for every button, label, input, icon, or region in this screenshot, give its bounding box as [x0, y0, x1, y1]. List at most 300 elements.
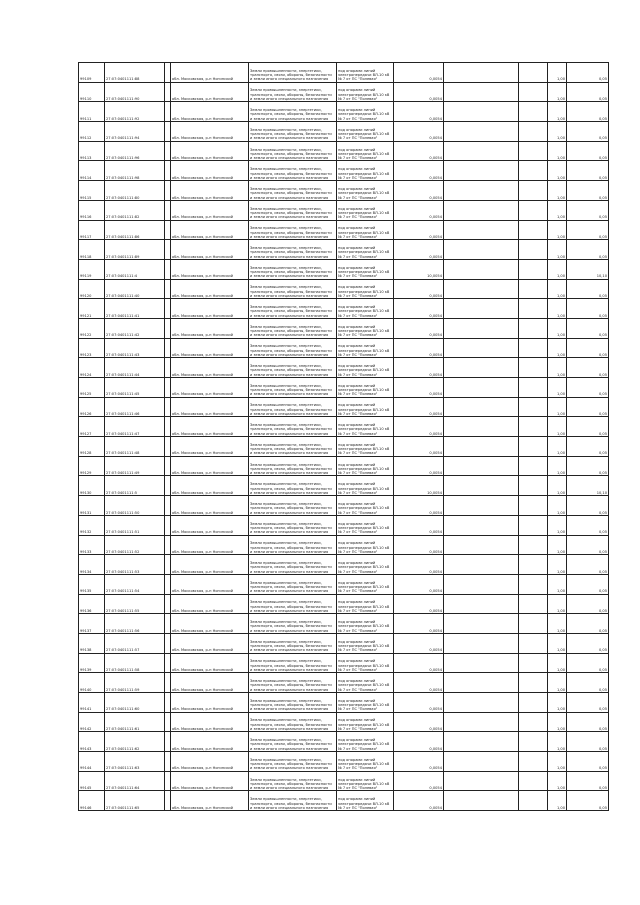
- cell-code: 99110: [79, 82, 105, 102]
- cell-coefficient: 1,00: [548, 63, 567, 83]
- cell-coefficient: 1,00: [548, 456, 567, 476]
- cell-address: обл. Московская, р-н Ногинский: [171, 417, 249, 437]
- cell-coefficient: 1,00: [548, 299, 567, 319]
- cell-empty: [444, 161, 519, 181]
- cell-code: 99146: [79, 791, 105, 811]
- cell-land-category: Земли промышленности, энергетики, транспорта, связи, обороны, безопасности и земли иного специального назначения: [249, 161, 337, 181]
- cell-cadastral-number: 27:07:0401111:92: [105, 102, 165, 122]
- cell-permitted-use: под опорами линий электропередачи ВЛ-10 кВ № 7 от ПС "Полевая": [337, 752, 394, 772]
- cell-cadastral-number: 27:07:0401111:58: [105, 653, 165, 673]
- cell-area: 0,0054: [394, 141, 444, 161]
- cell-sum: 10,10: [567, 259, 609, 279]
- cell-sum: 0,05: [567, 240, 609, 260]
- cell-land-category: Земли промышленности, энергетики, транспорта, связи, обороны, безопасности и земли иного специального назначения: [249, 102, 337, 122]
- cell-empty: [519, 318, 548, 338]
- cell-coefficient: 1,00: [548, 555, 567, 575]
- cell-empty: [444, 102, 519, 122]
- cell-code: 99144: [79, 752, 105, 772]
- cell-sum: 0,05: [567, 791, 609, 811]
- cell-empty: [444, 712, 519, 732]
- cell-address: обл. Московская, р-н Ногинский: [171, 574, 249, 594]
- cell-code: 99124: [79, 358, 105, 378]
- cell-empty: [519, 535, 548, 555]
- cell-code: 99130: [79, 476, 105, 496]
- cell-coefficient: 1,00: [548, 161, 567, 181]
- cell-code: 99114: [79, 161, 105, 181]
- cell-address: обл. Московская, р-н Ногинский: [171, 771, 249, 791]
- cell-empty: [519, 181, 548, 201]
- cell-sum: 0,05: [567, 515, 609, 535]
- cell-coefficient: 1,00: [548, 181, 567, 201]
- cell-coefficient: 1,00: [548, 594, 567, 614]
- cell-empty: [519, 712, 548, 732]
- cell-coefficient: 1,00: [548, 614, 567, 634]
- cell-permitted-use: под опорами линий электропередачи ВЛ-10 кВ № 7 от ПС "Полевая": [337, 102, 394, 122]
- cell-area: 0,0054: [394, 594, 444, 614]
- table-row: [79, 102, 609, 122]
- cell-address: обл. Московская, р-н Ногинский: [171, 318, 249, 338]
- cell-address: обл. Московская, р-н Ногинский: [171, 673, 249, 693]
- cell-land-category: Земли промышленности, энергетики, транспорта, связи, обороны, безопасности и земли иного специального назначения: [249, 673, 337, 693]
- cell-code: 99123: [79, 338, 105, 358]
- cell-address: обл. Московская, р-н Ногинский: [171, 63, 249, 83]
- cell-land-category: Земли промышленности, энергетики, транспорта, связи, обороны, безопасности и земли иного специального назначения: [249, 397, 337, 417]
- cell-sum: 0,05: [567, 535, 609, 555]
- cell-empty: [519, 279, 548, 299]
- cell-area: 0,0054: [394, 397, 444, 417]
- cell-empty: [519, 200, 548, 220]
- table-row: [79, 673, 609, 693]
- cell-code: 99116: [79, 200, 105, 220]
- cell-permitted-use: под опорами линий электропередачи ВЛ-10 кВ № 7 от ПС "Полевая": [337, 555, 394, 575]
- cell-address: обл. Московская, р-н Ногинский: [171, 299, 249, 319]
- cell-empty: [444, 614, 519, 634]
- cell-area: 0,0054: [394, 535, 444, 555]
- cell-cadastral-number: 27:07:0401111:80: [105, 181, 165, 201]
- cell-code: 99109: [79, 63, 105, 83]
- cell-empty: [444, 515, 519, 535]
- cell-address: обл. Московская, р-н Ногинский: [171, 752, 249, 772]
- cell-sum: 0,05: [567, 279, 609, 299]
- cell-permitted-use: под опорами линий электропередачи ВЛ-10 кВ № 7 от ПС "Полевая": [337, 574, 394, 594]
- cell-permitted-use: под опорами линий электропередачи ВЛ-10 кВ № 7 от ПС "Полевая": [337, 200, 394, 220]
- cell-address: обл. Московская, р-н Ногинский: [171, 122, 249, 142]
- table-row: [79, 181, 609, 201]
- cell-area: 0,0054: [394, 555, 444, 575]
- table-row: [79, 653, 609, 673]
- cell-sum: 0,05: [567, 102, 609, 122]
- cell-cadastral-number: 27:07:0401111:51: [105, 515, 165, 535]
- cell-land-category: Земли промышленности, энергетики, транспорта, связи, обороны, безопасности и земли иного специального назначения: [249, 633, 337, 653]
- table-row: [79, 338, 609, 358]
- cell-area: 0,0054: [394, 633, 444, 653]
- cell-empty: [444, 299, 519, 319]
- cell-address: обл. Московская, р-н Ногинский: [171, 633, 249, 653]
- cell-coefficient: 1,00: [548, 259, 567, 279]
- cell-address: обл. Московская, р-н Ногинский: [171, 279, 249, 299]
- table-row: [79, 378, 609, 398]
- cell-sum: 0,05: [567, 141, 609, 161]
- cell-empty: [444, 318, 519, 338]
- cell-cadastral-number: 27:07:0401111:41: [105, 299, 165, 319]
- cell-empty: [519, 476, 548, 496]
- cell-sum: 0,05: [567, 220, 609, 240]
- cell-land-category: Земли промышленности, энергетики, транспорта, связи, обороны, безопасности и земли иного специального назначения: [249, 771, 337, 791]
- cell-area: 0,0054: [394, 417, 444, 437]
- cell-coefficient: 1,00: [548, 574, 567, 594]
- cell-land-category: Земли промышленности, энергетики, транспорта, связи, обороны, безопасности и земли иного специального назначения: [249, 181, 337, 201]
- cell-sum: 0,05: [567, 653, 609, 673]
- cell-cadastral-number: 27:07:0401111:59: [105, 673, 165, 693]
- cell-sum: 0,05: [567, 318, 609, 338]
- cell-empty: [444, 693, 519, 713]
- cell-land-category: Земли промышленности, энергетики, транспорта, связи, обороны, безопасности и земли иного специального назначения: [249, 141, 337, 161]
- cell-code: 99141: [79, 693, 105, 713]
- cell-area: 0,0054: [394, 456, 444, 476]
- cell-sum: 0,05: [567, 771, 609, 791]
- cell-sum: 0,05: [567, 200, 609, 220]
- cell-sum: 0,05: [567, 673, 609, 693]
- cell-permitted-use: под опорами линий электропередачи ВЛ-10 кВ № 7 от ПС "Полевая": [337, 653, 394, 673]
- cell-code: 99138: [79, 633, 105, 653]
- cell-land-category: Земли промышленности, энергетики, транспорта, связи, обороны, безопасности и земли иного специального назначения: [249, 122, 337, 142]
- cell-cadastral-number: 27:07:0401111:47: [105, 417, 165, 437]
- cell-area: 0,0054: [394, 63, 444, 83]
- cell-code: 99135: [79, 574, 105, 594]
- cell-address: обл. Московская, р-н Ногинский: [171, 555, 249, 575]
- cell-empty: [444, 732, 519, 752]
- cell-address: обл. Московская, р-н Ногинский: [171, 82, 249, 102]
- cell-area: 0,0054: [394, 496, 444, 516]
- cell-empty: [444, 633, 519, 653]
- cell-empty: [444, 338, 519, 358]
- cell-land-category: Земли промышленности, энергетики, транспорта, связи, обороны, безопасности и земли иного специального назначения: [249, 712, 337, 732]
- cell-code: 99122: [79, 318, 105, 338]
- cell-cadastral-number: 27:07:0401111:49: [105, 456, 165, 476]
- cell-area: 0,0054: [394, 752, 444, 772]
- cell-permitted-use: под опорами линий электропередачи ВЛ-10 кВ № 7 от ПС "Полевая": [337, 397, 394, 417]
- cell-cadastral-number: 27:07:0401111:42: [105, 318, 165, 338]
- cell-empty: [444, 771, 519, 791]
- cell-empty: [519, 574, 548, 594]
- cell-empty: [519, 555, 548, 575]
- cell-empty: [444, 279, 519, 299]
- cell-empty: [444, 122, 519, 142]
- cell-coefficient: 1,00: [548, 279, 567, 299]
- cell-permitted-use: под опорами линий электропередачи ВЛ-10 кВ № 7 от ПС "Полевая": [337, 496, 394, 516]
- cell-permitted-use: под опорами линий электропередачи ВЛ-10 кВ № 7 от ПС "Полевая": [337, 378, 394, 398]
- cell-empty: [444, 378, 519, 398]
- cell-area: 0,0054: [394, 673, 444, 693]
- cell-empty: [519, 673, 548, 693]
- cell-land-category: Земли промышленности, энергетики, транспорта, связи, обороны, безопасности и земли иного специального назначения: [249, 240, 337, 260]
- cell-area: 10,0054: [394, 259, 444, 279]
- cell-sum: 0,05: [567, 437, 609, 457]
- cell-address: обл. Московская, р-н Ногинский: [171, 653, 249, 673]
- cell-cadastral-number: 27:07:0401111:96: [105, 141, 165, 161]
- cell-land-category: Земли промышленности, энергетики, транспорта, связи, обороны, безопасности и земли иного специального назначения: [249, 437, 337, 457]
- cell-empty: [444, 574, 519, 594]
- cell-area: 0,0054: [394, 82, 444, 102]
- cell-area: 0,0054: [394, 200, 444, 220]
- cell-cadastral-number: 27:07:0401111:82: [105, 200, 165, 220]
- cell-coefficient: 1,00: [548, 653, 567, 673]
- cell-land-category: Земли промышленности, энергетики, транспорта, связи, обороны, безопасности и земли иного специального назначения: [249, 63, 337, 83]
- table-row: [79, 633, 609, 653]
- cell-permitted-use: под опорами линий электропередачи ВЛ-10 кВ № 7 от ПС "Полевая": [337, 712, 394, 732]
- table-row: [79, 791, 609, 811]
- cell-code: 99139: [79, 653, 105, 673]
- cell-coefficient: 1,00: [548, 476, 567, 496]
- cell-empty: [519, 752, 548, 772]
- table-row: [79, 693, 609, 713]
- cell-sum: 0,05: [567, 299, 609, 319]
- cell-permitted-use: под опорами линий электропередачи ВЛ-10 кВ № 7 от ПС "Полевая": [337, 122, 394, 142]
- cell-code: 99126: [79, 397, 105, 417]
- cell-area: 0,0054: [394, 279, 444, 299]
- cell-empty: [444, 200, 519, 220]
- cell-coefficient: 1,00: [548, 515, 567, 535]
- table-row: [79, 63, 609, 83]
- cell-coefficient: 1,00: [548, 752, 567, 772]
- cell-sum: 0,05: [567, 161, 609, 181]
- cell-code: 99111: [79, 102, 105, 122]
- cell-cadastral-number: 27:07:0401111:98: [105, 161, 165, 181]
- cell-permitted-use: под опорами линий электропередачи ВЛ-10 кВ № 7 от ПС "Полевая": [337, 633, 394, 653]
- table-row: [79, 456, 609, 476]
- cell-code: 99136: [79, 594, 105, 614]
- cell-code: 99129: [79, 456, 105, 476]
- cell-empty: [519, 220, 548, 240]
- cell-permitted-use: под опорами линий электропередачи ВЛ-10 кВ № 7 от ПС "Полевая": [337, 791, 394, 811]
- cell-coefficient: 1,00: [548, 535, 567, 555]
- cell-empty: [519, 456, 548, 476]
- table-row: [79, 712, 609, 732]
- cell-land-category: Земли промышленности, энергетики, транспорта, связи, обороны, безопасности и земли иного специального назначения: [249, 338, 337, 358]
- cell-area: 0,0054: [394, 122, 444, 142]
- table-row: [79, 161, 609, 181]
- cell-cadastral-number: 27:07:0401111:89: [105, 240, 165, 260]
- cell-sum: 0,05: [567, 417, 609, 437]
- cell-code: 99113: [79, 141, 105, 161]
- cell-empty: [444, 63, 519, 83]
- cell-cadastral-number: 27:07:0401111:50: [105, 496, 165, 516]
- table-row: [79, 279, 609, 299]
- cell-coefficient: 1,00: [548, 141, 567, 161]
- cell-land-category: Земли промышленности, энергетики, транспорта, связи, обороны, безопасности и земли иного специального назначения: [249, 476, 337, 496]
- table-row: [79, 397, 609, 417]
- table-row: [79, 240, 609, 260]
- cell-address: обл. Московская, р-н Ногинский: [171, 200, 249, 220]
- cell-empty: [519, 240, 548, 260]
- cell-code: 99121: [79, 299, 105, 319]
- cell-permitted-use: под опорами линий электропередачи ВЛ-10 кВ № 7 от ПС "Полевая": [337, 417, 394, 437]
- cell-coefficient: 1,00: [548, 338, 567, 358]
- cell-sum: 0,05: [567, 181, 609, 201]
- cell-code: 99117: [79, 220, 105, 240]
- cell-code: 99142: [79, 712, 105, 732]
- cell-cadastral-number: 27:07:0401111:61: [105, 712, 165, 732]
- cell-address: обл. Московская, р-н Ногинский: [171, 220, 249, 240]
- cell-sum: 0,05: [567, 122, 609, 142]
- cell-empty: [519, 496, 548, 516]
- cell-land-category: Земли промышленности, энергетики, транспорта, связи, обороны, безопасности и земли иного специального назначения: [249, 535, 337, 555]
- cell-area: 0,0054: [394, 653, 444, 673]
- cell-permitted-use: под опорами линий электропередачи ВЛ-10 кВ № 7 от ПС "Полевая": [337, 476, 394, 496]
- cell-empty: [519, 141, 548, 161]
- cell-address: обл. Московская, р-н Ногинский: [171, 476, 249, 496]
- cell-empty: [444, 358, 519, 378]
- cell-permitted-use: под опорами линий электропередачи ВЛ-10 кВ № 7 от ПС "Полевая": [337, 437, 394, 457]
- cell-coefficient: 1,00: [548, 496, 567, 516]
- cell-land-category: Земли промышленности, энергетики, транспорта, связи, обороны, безопасности и земли иного специального назначения: [249, 378, 337, 398]
- cell-permitted-use: под опорами линий электропередачи ВЛ-10 кВ № 7 от ПС "Полевая": [337, 141, 394, 161]
- cell-permitted-use: под опорами линий электропередачи ВЛ-10 кВ № 7 от ПС "Полевая": [337, 594, 394, 614]
- table-row: [79, 614, 609, 634]
- cell-area: 0,0054: [394, 240, 444, 260]
- cell-permitted-use: под опорами линий электропередачи ВЛ-10 кВ № 7 от ПС "Полевая": [337, 181, 394, 201]
- cell-land-category: Земли промышленности, энергетики, транспорта, связи, обороны, безопасности и земли иного специального назначения: [249, 259, 337, 279]
- cell-permitted-use: под опорами линий электропередачи ВЛ-10 кВ № 7 от ПС "Полевая": [337, 535, 394, 555]
- cell-area: 0,0054: [394, 220, 444, 240]
- cell-address: обл. Московская, р-н Ногинский: [171, 515, 249, 535]
- cell-area: 0,0054: [394, 299, 444, 319]
- cell-permitted-use: под опорами линий электропередачи ВЛ-10 кВ № 7 от ПС "Полевая": [337, 693, 394, 713]
- table-row: [79, 220, 609, 240]
- cell-code: 99120: [79, 279, 105, 299]
- cell-land-category: Земли промышленности, энергетики, транспорта, связи, обороны, безопасности и земли иного специального назначения: [249, 693, 337, 713]
- cell-coefficient: 1,00: [548, 220, 567, 240]
- table-row: [79, 752, 609, 772]
- cell-cadastral-number: 27:07:0401111:54: [105, 574, 165, 594]
- cell-code: 99134: [79, 555, 105, 575]
- table-row: [79, 318, 609, 338]
- table-row: [79, 122, 609, 142]
- cell-area: 0,0054: [394, 338, 444, 358]
- cell-sum: 0,05: [567, 732, 609, 752]
- cell-empty: [444, 437, 519, 457]
- cell-address: обл. Московская, р-н Ногинский: [171, 338, 249, 358]
- cell-permitted-use: под опорами линий электропередачи ВЛ-10 кВ № 7 от ПС "Полевая": [337, 515, 394, 535]
- cell-empty: [519, 791, 548, 811]
- table-row: [79, 141, 609, 161]
- table-row: [79, 535, 609, 555]
- cell-address: обл. Московская, р-н Ногинский: [171, 712, 249, 732]
- cell-code: 99143: [79, 732, 105, 752]
- cell-land-category: Земли промышленности, энергетики, транспорта, связи, обороны, безопасности и земли иного специального назначения: [249, 555, 337, 575]
- cell-area: 0,0054: [394, 102, 444, 122]
- table-row: [79, 732, 609, 752]
- cell-land-category: Земли промышленности, энергетики, транспорта, связи, обороны, безопасности и земли иного специального назначения: [249, 82, 337, 102]
- cell-coefficient: 1,00: [548, 771, 567, 791]
- cell-permitted-use: под опорами линий электропередачи ВЛ-10 кВ № 7 от ПС "Полевая": [337, 358, 394, 378]
- cell-permitted-use: под опорами линий электропередачи ВЛ-10 кВ № 7 от ПС "Полевая": [337, 614, 394, 634]
- cell-code: 99132: [79, 515, 105, 535]
- cell-cadastral-number: 27:07:0401111:53: [105, 555, 165, 575]
- cell-empty: [519, 102, 548, 122]
- cell-empty: [444, 82, 519, 102]
- cell-sum: 0,05: [567, 614, 609, 634]
- cell-cadastral-number: 27:07:0401111:63: [105, 752, 165, 772]
- cell-address: обл. Московская, р-н Ногинский: [171, 614, 249, 634]
- cell-permitted-use: под опорами линий электропередачи ВЛ-10 кВ № 7 от ПС "Полевая": [337, 338, 394, 358]
- cell-address: обл. Московская, р-н Ногинский: [171, 693, 249, 713]
- cell-empty: [519, 437, 548, 457]
- table-row: [79, 358, 609, 378]
- cell-empty: [519, 653, 548, 673]
- cell-empty: [444, 535, 519, 555]
- cell-address: обл. Московская, р-н Ногинский: [171, 240, 249, 260]
- cell-land-category: Земли промышленности, энергетики, транспорта, связи, обороны, безопасности и земли иного специального назначения: [249, 299, 337, 319]
- cell-area: 0,0054: [394, 437, 444, 457]
- table-row: [79, 417, 609, 437]
- cell-area: 0,0054: [394, 161, 444, 181]
- cell-cadastral-number: 27:07:0401111:46: [105, 397, 165, 417]
- cell-cadastral-number: 27:07:0401111:88: [105, 63, 165, 83]
- table-row: [79, 496, 609, 516]
- cell-land-category: Земли промышленности, энергетики, транспорта, связи, обороны, безопасности и земли иного специального назначения: [249, 515, 337, 535]
- cell-cadastral-number: 27:07:0401111:40: [105, 279, 165, 299]
- cell-empty: [444, 240, 519, 260]
- cell-empty: [519, 633, 548, 653]
- cell-area: 0,0054: [394, 693, 444, 713]
- cell-cadastral-number: 27:07:0401111:62: [105, 732, 165, 752]
- cell-sum: 0,05: [567, 82, 609, 102]
- cell-coefficient: 1,00: [548, 673, 567, 693]
- cell-empty: [519, 259, 548, 279]
- cell-land-category: Земли промышленности, энергетики, транспорта, связи, обороны, безопасности и земли иного специального назначения: [249, 496, 337, 516]
- cell-empty: [519, 614, 548, 634]
- cell-coefficient: 1,00: [548, 712, 567, 732]
- cell-area: 0,0054: [394, 712, 444, 732]
- cell-code: 99118: [79, 240, 105, 260]
- cell-coefficient: 1,00: [548, 437, 567, 457]
- cell-coefficient: 1,00: [548, 417, 567, 437]
- table-row: [79, 437, 609, 457]
- table-row: [79, 574, 609, 594]
- cell-code: 99112: [79, 122, 105, 142]
- table-row: [79, 476, 609, 496]
- cell-empty: [444, 653, 519, 673]
- table-row: [79, 82, 609, 102]
- cell-land-category: Земли промышленности, энергетики, транспорта, связи, обороны, безопасности и земли иного специального назначения: [249, 653, 337, 673]
- cell-permitted-use: под опорами линий электропередачи ВЛ-10 кВ № 7 от ПС "Полевая": [337, 456, 394, 476]
- cell-empty: [519, 417, 548, 437]
- cell-coefficient: 1,00: [548, 358, 567, 378]
- cell-address: обл. Московская, р-н Ногинский: [171, 791, 249, 811]
- cell-coefficient: 1,00: [548, 240, 567, 260]
- cell-cadastral-number: 27:07:0401111:56: [105, 614, 165, 634]
- cell-coefficient: 1,00: [548, 102, 567, 122]
- cell-permitted-use: под опорами линий электропередачи ВЛ-10 кВ № 7 от ПС "Полевая": [337, 299, 394, 319]
- cell-sum: 0,05: [567, 693, 609, 713]
- cell-address: обл. Московская, р-н Ногинский: [171, 102, 249, 122]
- cell-area: 0,0054: [394, 791, 444, 811]
- cell-coefficient: 1,00: [548, 82, 567, 102]
- cell-code: 99145: [79, 771, 105, 791]
- cell-empty: [519, 771, 548, 791]
- cell-sum: 0,05: [567, 63, 609, 83]
- cell-sum: 0,05: [567, 496, 609, 516]
- cell-code: 99127: [79, 417, 105, 437]
- cell-coefficient: 1,00: [548, 732, 567, 752]
- cell-sum: 0,05: [567, 338, 609, 358]
- cell-cadastral-number: 27:07:0401111:64: [105, 771, 165, 791]
- cell-area: 0,0054: [394, 378, 444, 398]
- cell-sum: 0,05: [567, 633, 609, 653]
- cell-cadastral-number: 27:07:0401111:86: [105, 220, 165, 240]
- cell-area: 0,0054: [394, 358, 444, 378]
